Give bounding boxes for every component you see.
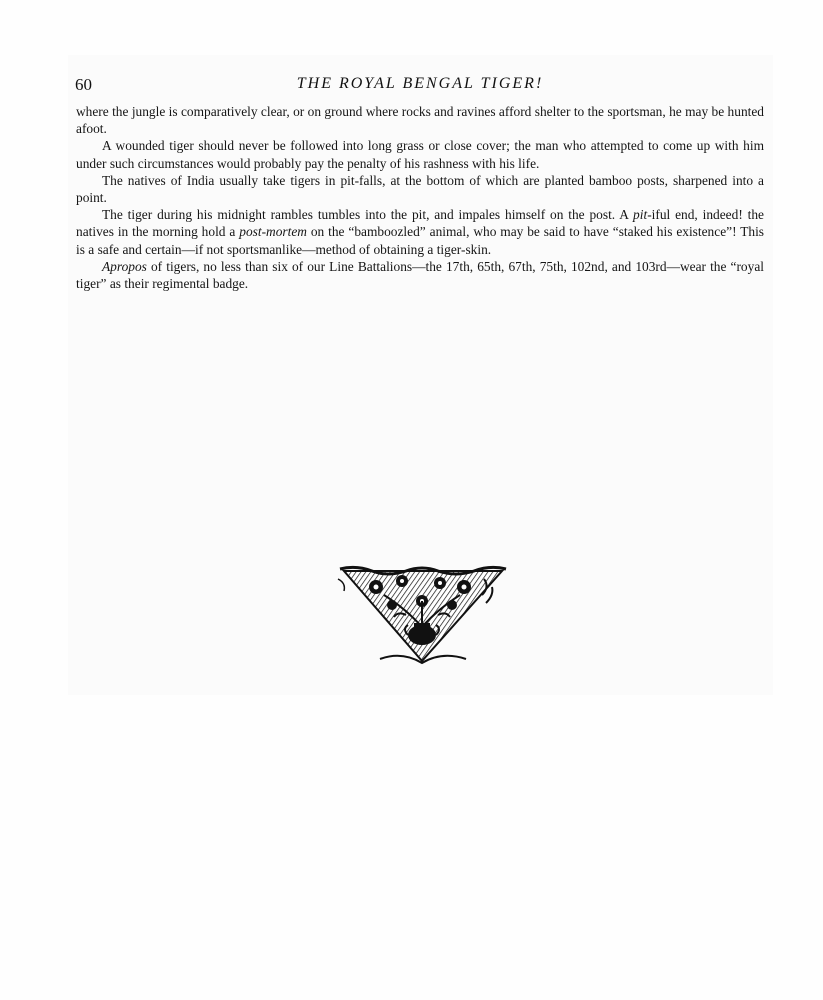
paragraph-5-text-b: of tigers, no less than six of our Line Battalions—the 17th, 65th, 67th, 75th, 102nd, and 103rd—wear the “royal tiger” as their regimental badge. [76,258,764,292]
running-title: THE ROYAL BENGAL TIGER! [296,75,544,92]
italic-post-mortem: post-mortem [239,224,307,240]
paragraph-4-text-a: The tiger during his midnight rambles tumbles into the pit, and impales himself on the post. A [102,207,634,223]
paragraph-2: A wounded tiger should never be followed into long grass or close cover; the man who attempted to come up with him under such circumstances would probably pay the penalty of his rashness with his life. [76,138,764,171]
paragraph-4 [76,206,764,258]
body-text [76,103,764,292]
paragraph-1: where the jungle is comparatively clear, or on ground where rocks and ravines afford shelter to the sportsman, he may be hunted afoot. [76,104,764,137]
paragraph-5 [76,258,764,292]
italic-apropos: Apropos [102,258,147,274]
italic-pit: pit [633,207,648,223]
paragraph-4-text-c: -iful end, indeed! the natives in the morning hold a [76,207,764,240]
page-number: 60 [75,75,92,94]
paragraph-3: The natives of India usually take tigers in pit-falls, at the bottom of which are planted bamboo posts, sharpened into a point. [76,172,764,206]
floral-vase-ornament-icon [336,565,508,673]
page-header [75,75,765,99]
paragraph-4-text-e: on the “bamboozled” animal, who may be said to have “staked his existence”! This is a safe and certain—if not sportsmanlike—method of obtaining a tiger-skin. [76,224,765,257]
